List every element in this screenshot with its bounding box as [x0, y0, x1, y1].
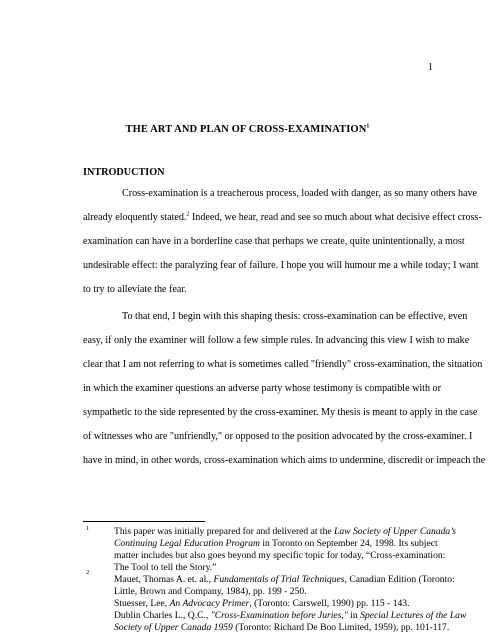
paragraph-2-line-1: To that end, I begin with this shaping thesis: cross-examination can be effective, even [122, 311, 468, 322]
footnote-1-mark: 1 [86, 525, 90, 532]
footnote-1-line-3: matter includes but also goes beyond my specific topic for today, “Cross-examination: [114, 550, 446, 561]
fn2-l4-b: "Cross-Examination before Juries," [210, 610, 348, 621]
paragraph-2-line-5: sympathetic to the side represented by the cross-examiner. My thesis is meant to apply in the case [83, 407, 478, 418]
title-text: THE ART AND PLAN OF CROSS-EXAMINATION [125, 124, 367, 135]
fn2-l3-b: An Advocacy Primer [169, 598, 250, 609]
page-number: 1 [428, 62, 433, 73]
fn2-l4-d: Special Lectures of the Law [360, 610, 467, 621]
fn1-l2-b: in Toronto on September 24, 1998. Its subject [259, 538, 438, 549]
section-heading: INTRODUCTION [83, 167, 165, 178]
fn1-l2-a: Continuing Legal Education Program [114, 538, 260, 549]
p1-line-2-text-b: Indeed, we hear, read and see so much about what decisive effect cross- [189, 212, 482, 223]
footnote-separator [83, 521, 205, 522]
paragraph-2-line-6: of witnesses who are "unfriendly," or opposed to the position advocated by the cross-examiner. I [83, 431, 473, 442]
footnote-1-line-1 [114, 526, 456, 537]
paragraph-1-line-1: Cross-examination is a treacherous process, loaded with danger, as so many others have [122, 188, 478, 199]
fn2-l5-b: (Toronto: Richard De Boo Limited, 1959), pp. 101-117. [232, 622, 450, 633]
footnote-ref-2: 2 [186, 211, 190, 218]
paragraph-1-line-2 [83, 211, 482, 223]
paragraph-1-line-4: undesirable effect: the paralyzing fear of failure. I hope you will humour me a while today; I want [83, 260, 479, 271]
footnote-2-line-1 [114, 574, 455, 585]
title-footnote-ref: 1 [366, 123, 370, 130]
paragraph-1-line-5: to try to alleviate the fear. [83, 284, 187, 295]
footnote-2-mark: 2 [86, 569, 90, 576]
fn2-l3-a: Stuesser, Lee, [114, 598, 170, 609]
fn2-l4-a: Dublin Charles L., Q.C., [114, 610, 211, 621]
paragraph-2-line-3: clear that I am not referring to what is sometimes called "friendly" cross-examination, the situation [83, 359, 483, 370]
footnote-2-line-3 [114, 598, 434, 609]
paragraph-1-line-3: examination can have in a borderline case that perhaps we create, quite unintentionally, a most [83, 236, 465, 247]
document-title [0, 124, 495, 135]
paragraph-2-line-4: in which the examiner questions an adverse party whose testimony is compatible with or [83, 383, 441, 394]
fn2-l1-c: Canadian Edition (Toronto: [346, 574, 455, 585]
fn1-l1-a: This paper was initially prepared for and delivered at the [114, 526, 335, 537]
paragraph-2-line-2: easy, if only the examiner will follow a few simple rules. In advancing this view I wish to make [83, 335, 470, 346]
fn2-l1-a: Mauet, Thomas A. et. al., [114, 574, 214, 585]
footnote-1-line-2 [114, 538, 438, 549]
footnote-2-line-4 [114, 610, 467, 621]
footnote-2-line-5 [114, 622, 450, 633]
fn1-l1-b: Law Society of Upper Canada’s [334, 526, 456, 537]
fn2-l4-c: in [347, 610, 361, 621]
fn2-l3-c: , (Toronto: Carswell, 1990) pp. 115 - 143. [249, 598, 410, 609]
paragraph-2-line-7: have in mind, in other words, cross-examination which aims to undermine, discredit or impeach the [83, 455, 486, 466]
fn2-l1-b: Fundamentals of Trial Techniques, [213, 574, 347, 585]
footnote-1-line-4: The Tool to tell the Story.” [114, 562, 217, 573]
p1-line-2-text-a: already eloquently stated. [83, 212, 187, 223]
fn2-l5-a: Society of Upper Canada 1959 [114, 622, 233, 633]
footnote-2-line-2: Little, Brown and Company, 1984), pp. 199 - 250. [114, 586, 307, 597]
